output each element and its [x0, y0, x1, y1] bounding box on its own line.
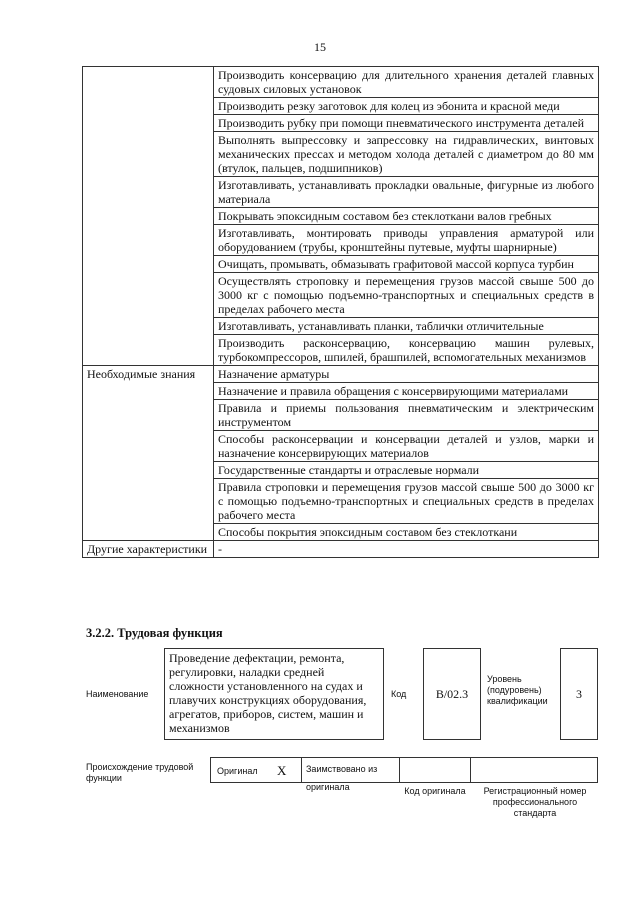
skill-item: Производить консервацию для длительного хранения деталей главных судовых силовых установок	[214, 67, 599, 98]
row-label: Необходимые знания	[83, 366, 214, 541]
code-label: Код	[391, 689, 407, 699]
code-box	[423, 648, 481, 740]
table-row	[83, 67, 599, 98]
borrowed-label: Заимствовано из оригинала	[306, 764, 378, 792]
code-original-cell	[399, 757, 471, 783]
reg-number-cell	[470, 757, 598, 783]
skill-item: Очищать, промывать, обмазывать графитовой массой корпуса турбин	[214, 256, 599, 273]
original-cell	[210, 757, 302, 783]
knowledge-item: Способы расконсервации и консервации деталей и узлов, марки и назначение консервирующих материалов	[214, 431, 599, 462]
skill-item: Выполнять выпрессовку и запрессовку на гидравлических, винтовых механических прессах и методом холода деталей с диаметром до 80 мм (втулок, пальцев, подшипников)	[214, 132, 599, 177]
level-box	[560, 648, 598, 740]
row-label	[83, 67, 214, 366]
code-original-caption: Код оригинала	[404, 786, 466, 796]
row-label: Другие характеристики	[83, 541, 214, 558]
skill-item: Изготавливать, монтировать приводы управления арматурой или оборудованием (трубы, кронштейны путевые, муфты шарнирные)	[214, 225, 599, 256]
knowledge-item: Правила строповки и перемещения грузов массой свыше 500 до 3000 кг с помощью подъемно-транспортных и специальных средств в пределах рабочего места	[214, 479, 599, 524]
original-mark: X	[277, 763, 287, 778]
table-row	[83, 541, 599, 558]
borrowed-cell	[301, 757, 400, 792]
section-title: 3.2.2. Трудовая функция	[86, 626, 223, 640]
other-value: -	[214, 541, 599, 558]
knowledge-item: Правила и приемы пользования пневматическим и электрическим инструментом	[214, 400, 599, 431]
skill-item: Покрывать эпоксидным составом без стеклоткани валов гребных	[214, 208, 599, 225]
level-value: 3	[576, 686, 582, 701]
knowledge-item: Способы покрытия эпоксидным составом без стеклоткани	[214, 524, 599, 541]
level-label: Уровень (подуровень) квалификации	[487, 674, 548, 706]
origin-label: Происхождение трудовой функции	[86, 762, 194, 783]
name-label: Наименование	[86, 689, 149, 699]
original-label: Оригинал	[217, 766, 258, 776]
skill-item: Производить расконсервацию, консервацию машин рулевых, турбокомпрессоров, шпилей, брашпилей, вспомогательных механизмов	[214, 335, 599, 366]
knowledge-item: Назначение и правила обращения с консервирующими материалами	[214, 383, 599, 400]
skill-item: Осуществлять строповку и перемещения грузов массой свыше 500 до 3000 кг с помощью подъемно-транспортных и специальных средств в пределах рабочего места	[214, 273, 599, 318]
function-name-value: Проведение дефектации, ремонта, регулировки, наладки средней сложности установленного на судах и плавучих конструкциях оборудования, агрегатов, приборов, систем, машин и механизмов	[169, 651, 367, 735]
table-row	[83, 366, 599, 383]
reg-number-caption: Регистрационный номер профессионального стандарта	[483, 786, 587, 818]
page-number: 15	[314, 40, 326, 54]
competency-table	[82, 66, 599, 558]
skill-item: Производить резку заготовок для колец из эбонита и красной меди	[214, 98, 599, 115]
skill-item: Изготавливать, устанавливать планки, таблички отличительные	[214, 318, 599, 335]
code-value: B/02.3	[435, 686, 469, 701]
skill-item: Изготавливать, устанавливать прокладки овальные, фигурные из любого материала	[214, 177, 599, 208]
function-name-box	[164, 648, 384, 740]
knowledge-item: Назначение арматуры	[214, 366, 599, 383]
knowledge-item: Государственные стандарты и отраслевые нормали	[214, 462, 599, 479]
skill-item: Производить рубку при помощи пневматического инструмента деталей	[214, 115, 599, 132]
